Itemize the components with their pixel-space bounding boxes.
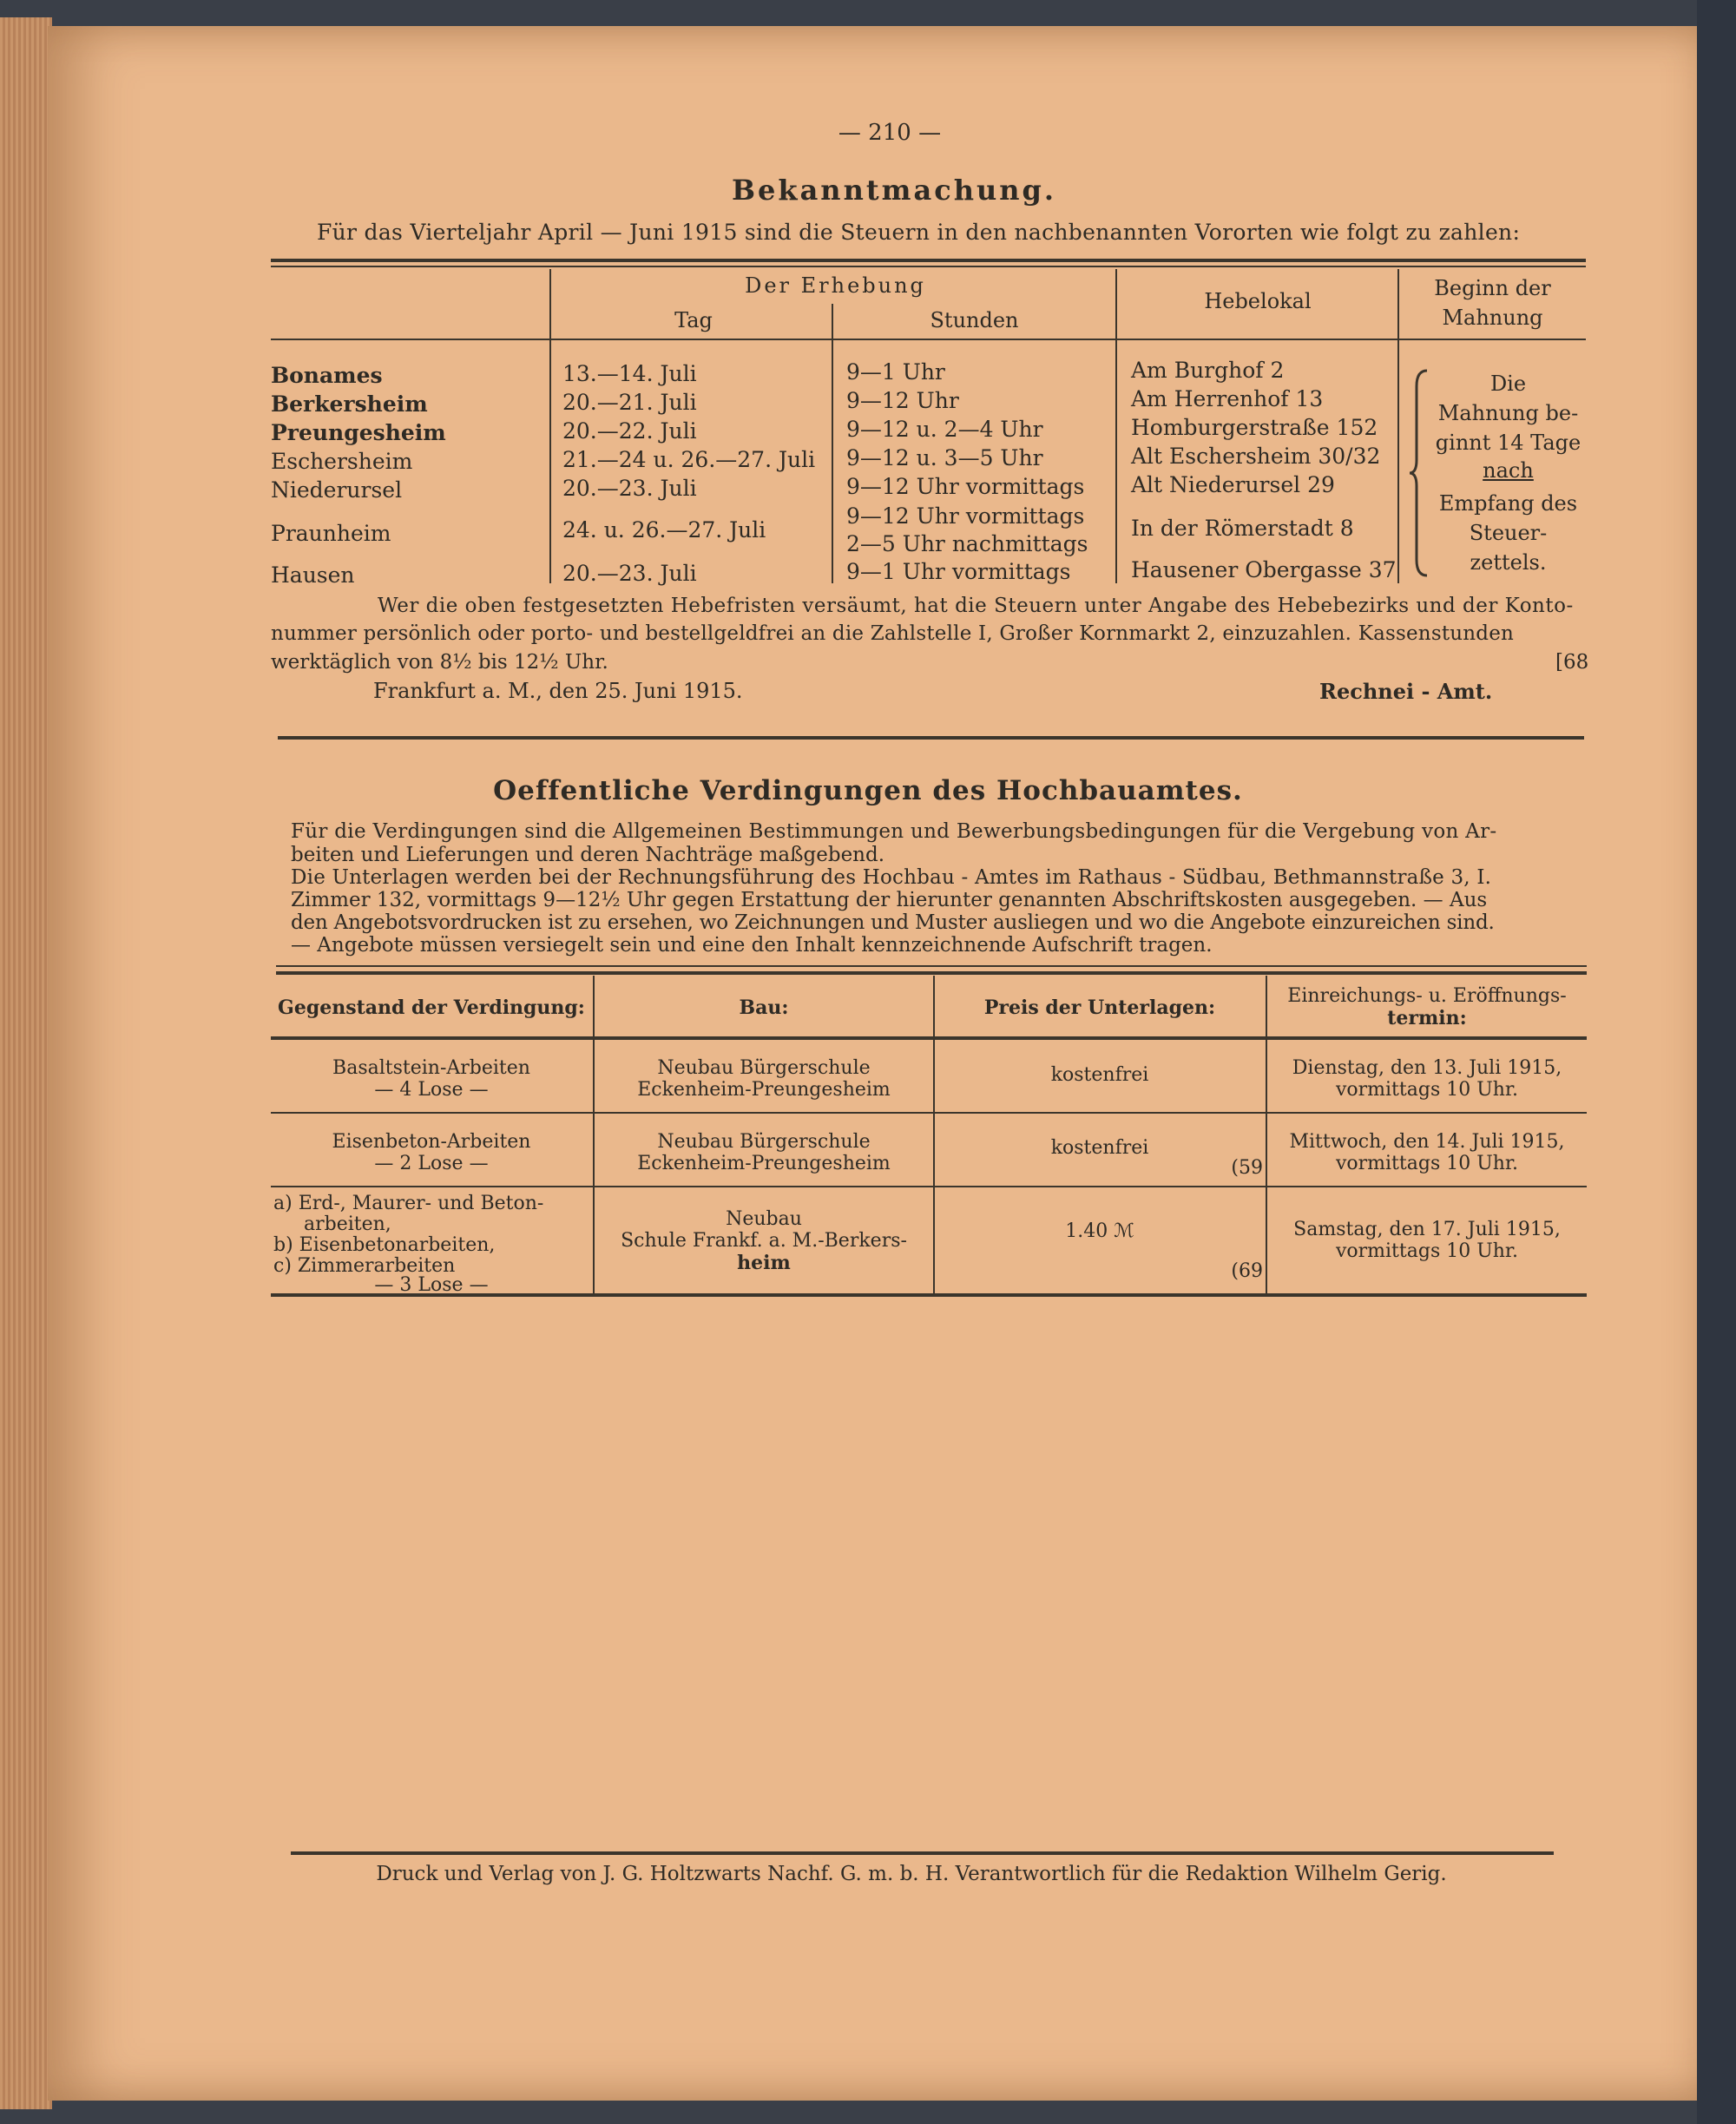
notice-title: Bekanntmachung. [731,174,1056,207]
cell-bau: Neubau [726,1208,802,1230]
cell-termin: Dienstag, den 13. Juli 1915, [1292,1057,1562,1079]
place-date: Frankfurt a. M., den 25. Juni 1915. [373,679,743,703]
cell-preis: 1.40 ℳ [1065,1220,1134,1242]
row-lokal: Hausener Obergasse 37 [1131,557,1397,582]
body-line: werktäglich von 8½ bis 12½ Uhr. [271,651,608,674]
mahnung-line: Steuer- [1469,521,1548,545]
signature: Rechnei - Amt. [1319,679,1493,704]
cell-termin: Mittwoch, den 14. Juli 1915, [1289,1131,1565,1153]
row-tag: 24. u. 26.—27. Juli [562,517,766,543]
mahnung-line: Mahnung be- [1437,401,1579,425]
header-hebelokal: Hebelokal [1204,289,1312,313]
cell-lose: — 3 Lose — [374,1274,489,1296]
page-number: — 210 — [838,120,942,146]
verdingungen-line: Zimmer 132, vormittags 9—12½ Uhr gegen Erstattung der hierunter genannten Abschriftskosten ausgegeben. — Aus [291,889,1488,911]
cell-gegenstand: Eisenbeton-Arbeiten [332,1131,531,1153]
cell-termin: Samstag, den 17. Juli 1915, [1293,1219,1561,1240]
row-ort: Hausen [271,562,355,588]
header-beginn: Beginn der [1434,276,1551,300]
verdingungen-line: — Angebote müssen versiegelt sein und eine den Inhalt kennzeichnende Aufschrift tragen. [291,934,1213,957]
rule [271,266,1586,267]
cell-termin-2: vormittags 10 Uhr. [1335,1240,1519,1262]
body-line: nummer persönlich oder porto- und bestellgeldfrei an die Zahlstelle I, Großer Kornmarkt 2, einzuzahlen. Kassenstunden [271,622,1515,645]
header-mahnung: Mahnung [1442,306,1543,330]
notice-intro: Für das Vierteljahr April — Juni 1915 sind die Steuern in den nachbenannten Vororten wie folgt zu zahlen: [317,220,1521,245]
cell-lose: — 2 Lose — [374,1153,489,1174]
verdingungen-line: Die Unterlagen werden bei der Rechnungsführung des Hochbau - Amtes im Rathaus - Südbau, Bethmannstraße 3, I. [291,866,1492,889]
cell-bau: Neubau Bürgerschule [657,1057,871,1079]
header-preis: Preis der Unterlagen: [983,996,1216,1019]
row-lokal: Homburgerstraße 152 [1131,415,1378,440]
header-stunden: Stunden [930,308,1019,332]
col-divider [832,304,833,583]
row-stunden: 9—12 u. 3—5 Uhr [846,445,1043,470]
cell-gegenstand: Basaltstein-Arbeiten [332,1057,530,1079]
row-tag: 21.—24 u. 26.—27. Juli [562,447,816,472]
footer-rule [291,1851,1554,1855]
row-stunden: 9—12 Uhr vormittags [846,474,1085,499]
row-lokal: Am Burghof 2 [1131,358,1285,383]
row-tag: 20.—22. Juli [562,418,697,444]
curly-brace-icon [1408,369,1434,577]
footer-imprint: Druck und Verlag von J. G. Holtzwarts Nachf. G. m. b. H. Verantwortlich für die Redaktion Wilhelm Gerig. [376,1863,1447,1885]
header-gegenstand: Gegenstand der Verdingung: [278,996,585,1019]
cell-preis: kostenfrei [1050,1137,1149,1159]
mahnung-line: zettels. [1470,550,1547,575]
header-der-erhebung: Der Erhebung [745,273,926,298]
row-stunden: 9—1 Uhr vormittags [846,559,1071,584]
row-tag: 20.—21. Juli [562,390,697,415]
row-lokal: Alt Niederursel 29 [1131,472,1335,497]
body-line: Wer die oben festgesetzten Hebefristen versäumt, hat die Steuern unter Angabe des Hebebezirks und der Konto- [378,595,1574,617]
row-ort: Bonames [271,363,383,388]
cell-preis: kostenfrei [1050,1064,1149,1086]
section-rule [278,736,1584,740]
row-tag: 20.—23. Juli [562,561,697,586]
cell-bau-3: heim [737,1252,791,1274]
cell-gegenstand-c: b) Eisenbetonarbeiten, [273,1234,496,1256]
row-ort: Praunheim [271,521,391,546]
row-ort: Berkersheim [271,391,428,417]
header-bau: Bau: [739,996,789,1019]
row-ort: Preungesheim [271,420,446,445]
verdingungen-line: den Angebotsvordrucken ist zu ersehen, wo Zeichnungen und Muster ausliegen und wo die Angebote einzureichen sind. [291,911,1495,934]
row-lokal: Am Herrenhof 13 [1131,386,1324,411]
row-tag: 20.—23. Juli [562,476,697,501]
row-ort: Eschersheim [271,449,413,474]
header-rule [271,339,1586,340]
header-tag: Tag [674,308,713,332]
cell-termin-2: vormittags 10 Uhr. [1335,1153,1519,1174]
cell-gegenstand-b: arbeiten, [304,1213,391,1235]
book-edge [0,17,52,2109]
row-stunden: 9—12 u. 2—4 Uhr [846,417,1043,442]
verdingungen-line: beiten und Lieferungen und deren Nachträge maßgebend. [291,844,885,866]
row-tag: 13.—14. Juli [562,361,697,386]
reference-number: [68 [1555,651,1589,674]
cell-gegenstand: a) Erd-, Maurer- und Beton- [273,1193,544,1214]
mahnung-line: nach [1483,458,1534,483]
col-divider [549,269,551,583]
cell-gegenstand-d: c) Zimmerarbeiten [273,1255,456,1277]
cell-ref: (69 [1231,1260,1263,1282]
row-rule [271,1186,1587,1187]
row-lokal: In der Römerstadt 8 [1131,516,1354,541]
row-stunden-2: 2—5 Uhr nachmittags [846,531,1088,556]
row-lokal: Alt Eschersheim 30/32 [1131,444,1381,469]
verdingungen-title: Oeffentliche Verdingungen des Hochbauamtes. [493,775,1243,806]
row-stunden: 9—12 Uhr [846,388,959,413]
book-spine [1697,0,1736,2124]
mahnung-line: Die [1489,372,1527,396]
verdingungen-line: Für die Verdingungen sind die Allgemeinen Bestimmungen und Bewerbungsbedingungen für die Vergebung von Ar- [291,820,1497,843]
mahnung-line: ginnt 14 Tage [1435,431,1581,455]
header-termin: Einreichungs- u. Eröffnungs- [1287,985,1567,1007]
col-divider [933,976,935,1297]
col-divider [1115,269,1117,583]
row-stunden: 9—1 Uhr [846,359,945,385]
row-rule [271,1112,1587,1114]
cell-lose: — 4 Lose — [374,1079,489,1101]
rule [276,971,1587,975]
cell-bau-2: Eckenheim-Preungesheim [637,1079,891,1101]
rule [271,259,1586,262]
cell-bau-2: Eckenheim-Preungesheim [637,1153,891,1174]
header-termin-2: termin: [1387,1007,1467,1029]
cell-bau-2: Schule Frankf. a. M.-Berkers- [621,1230,907,1252]
header-rule [271,1036,1587,1040]
mahnung-line: Empfang des [1438,491,1578,516]
rule [276,965,1587,967]
cell-bau: Neubau Bürgerschule [657,1131,871,1153]
cell-termin-2: vormittags 10 Uhr. [1335,1079,1519,1101]
row-stunden: 9—12 Uhr vormittags [846,503,1085,529]
row-ort: Niederursel [271,477,403,503]
cell-ref: (59 [1231,1157,1263,1179]
